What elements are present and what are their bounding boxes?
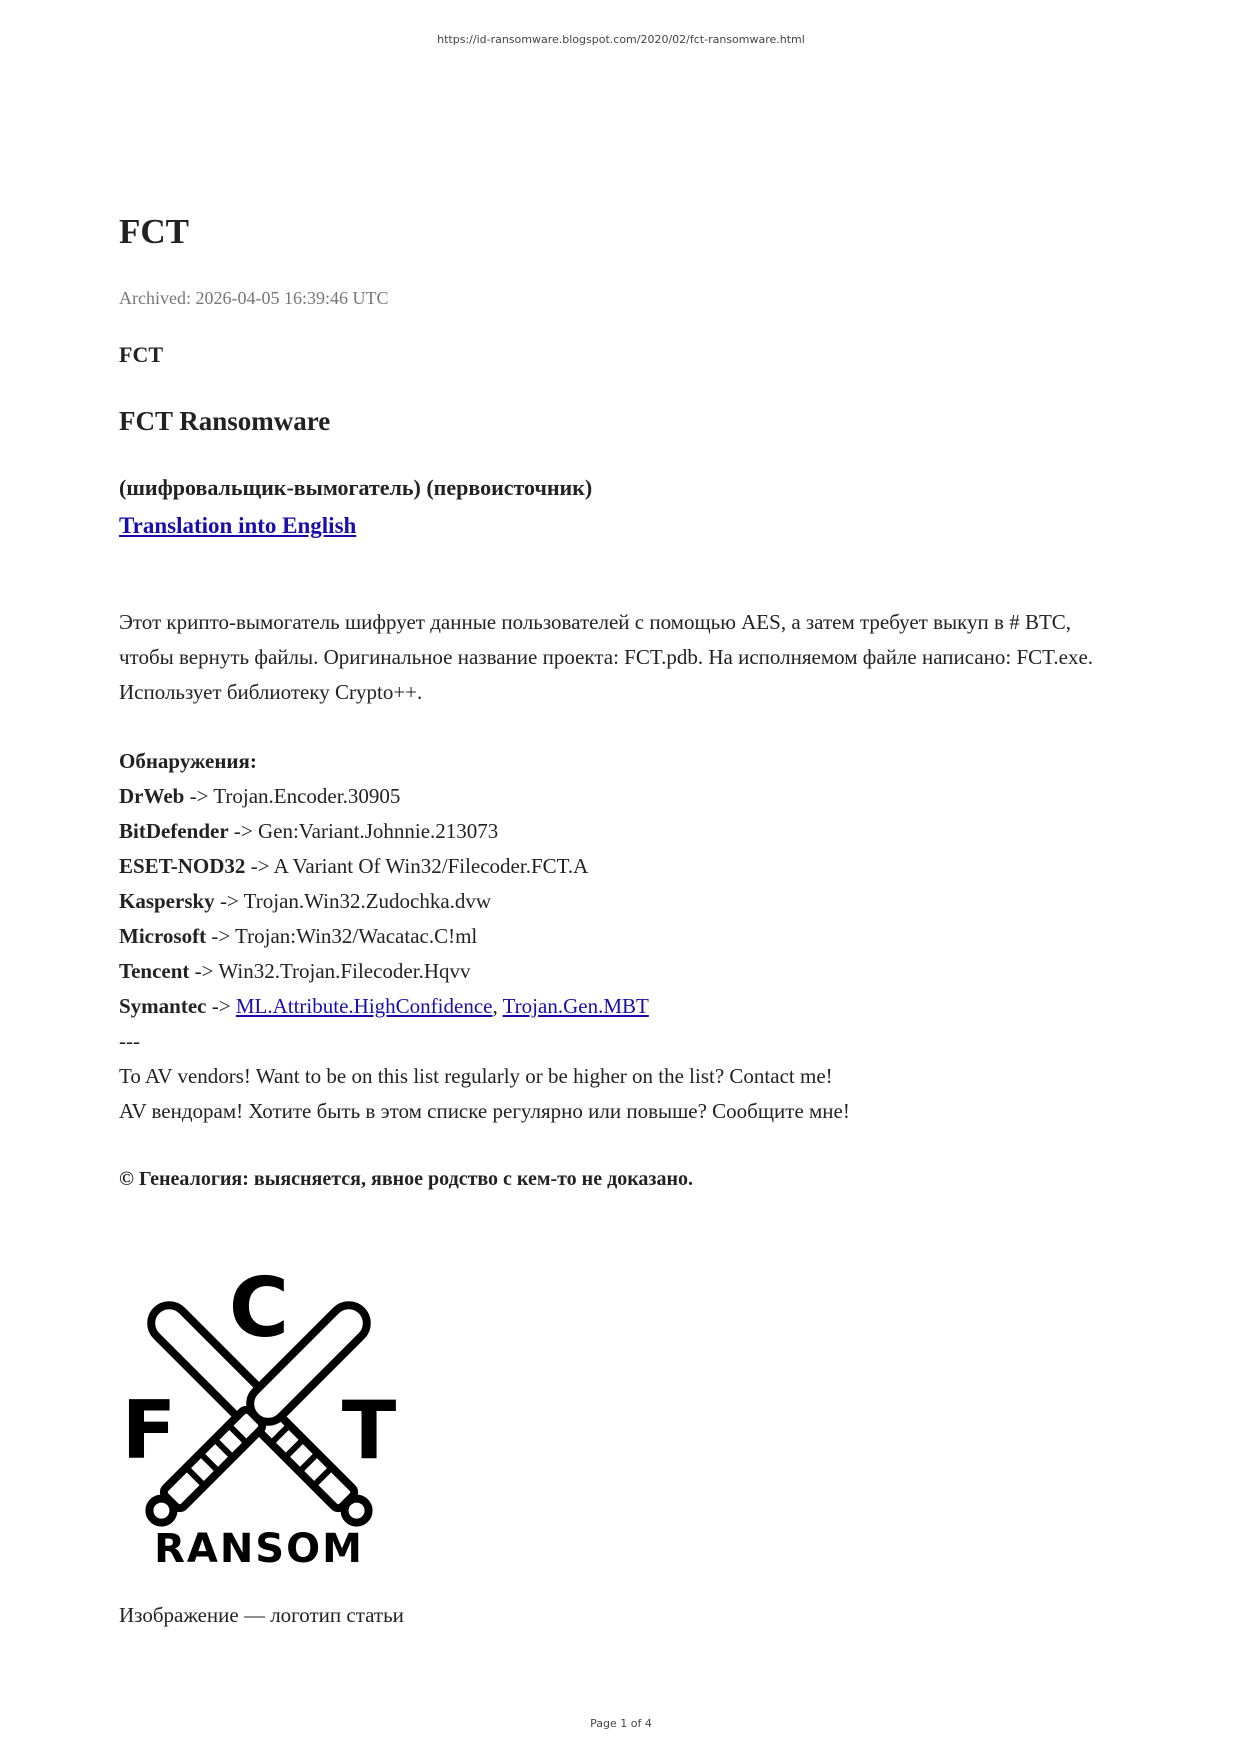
detection-arrow: ->: [206, 994, 236, 1018]
genealogy-note: © Генеалогия: выясняется, явное родство с кем-то не доказано.: [119, 1168, 693, 1190]
detection-arrow: ->: [184, 784, 214, 808]
detection-row: [119, 814, 850, 849]
post-subtitle: FCT: [119, 342, 163, 367]
divider-dashes: ---: [119, 1029, 140, 1053]
link-separator: ,: [492, 994, 503, 1018]
intro-paragraph: Этот крипто-вымогатель шифрует данные пользователей с помощью AES, а затем требует выкуп в # BTC, чтобы вернуть файлы. Оригинальное название проекта: FCT.pdb. На исполняемом файле написано: FCT.exe. Использует библиотеку Crypto++.: [119, 610, 1094, 704]
image-caption: Изображение — логотип статьи: [119, 1603, 404, 1627]
svg-text:RANSOM: RANSOM: [154, 1526, 364, 1568]
page-number: Page 1 of 4: [590, 1717, 652, 1730]
translation-link-wrapper: [119, 512, 356, 540]
detection-result: Win32.Trojan.Filecoder.Hqvv: [218, 959, 471, 983]
detection-vendor: Symantec: [119, 994, 207, 1018]
av-vendors-note-ru: AV вендорам! Хотите быть в этом списке регулярно или повыше? Сообщите мне!: [119, 1099, 850, 1123]
detection-vendor: Microsoft: [119, 924, 207, 948]
archived-timestamp: Archived: 2026-04-05 16:39:46 UTC: [119, 288, 389, 308]
detection-row: [119, 779, 850, 814]
post-heading-ru: (шифровальщик-вымогатель) (первоисточник): [119, 475, 593, 500]
detection-row: [119, 919, 850, 954]
symantec-link-trojan-gen[interactable]: Trojan.Gen.MBT: [502, 994, 649, 1018]
translation-link[interactable]: Translation into English: [119, 513, 357, 538]
detection-row: [119, 884, 850, 919]
detection-result: Trojan.Encoder.30905: [213, 784, 401, 808]
detection-arrow: ->: [245, 854, 274, 878]
detection-arrow: ->: [189, 959, 219, 983]
detection-result: Trojan:Win32/Wacatac.C!ml: [235, 924, 478, 948]
detection-row-symantec: [119, 989, 850, 1024]
av-vendors-note-en: To AV vendors! Want to be on this list regularly or be higher on the list? Contact me!: [119, 1064, 833, 1088]
svg-text:C: C: [228, 1261, 290, 1356]
detection-row: [119, 954, 850, 989]
svg-text:F: F: [121, 1384, 177, 1477]
detection-result: Trojan.Win32.Zudochka.dvw: [243, 889, 492, 913]
detection-vendor: Tencent: [119, 959, 190, 983]
detection-row: [119, 849, 850, 884]
fct-ransom-logo-image: [119, 1258, 399, 1568]
post-heading: FCT Ransomware: [119, 406, 331, 436]
svg-text:T: T: [341, 1384, 397, 1477]
detection-arrow: ->: [206, 924, 236, 948]
detection-vendor: DrWeb: [119, 784, 185, 808]
detection-result: A Variant Of Win32/Filecoder.FCT.A: [273, 854, 589, 878]
page-url-header: https://id-ransomware.blogspot.com/2020/02/fct-ransomware.html: [437, 33, 805, 46]
detections-block: [119, 744, 850, 1129]
detection-arrow: ->: [228, 819, 258, 843]
detection-vendor: Kaspersky: [119, 889, 215, 913]
article-title: FCT: [119, 212, 189, 251]
detection-vendor: ESET-NOD32: [119, 854, 246, 878]
detection-vendor: BitDefender: [119, 819, 229, 843]
symantec-link-ml-attribute[interactable]: ML.Attribute.HighConfidence: [235, 994, 493, 1018]
detections-label: Обнаружения:: [119, 749, 257, 773]
detection-arrow: ->: [214, 889, 244, 913]
detection-result: Gen:Variant.Johnnie.213073: [257, 819, 499, 843]
